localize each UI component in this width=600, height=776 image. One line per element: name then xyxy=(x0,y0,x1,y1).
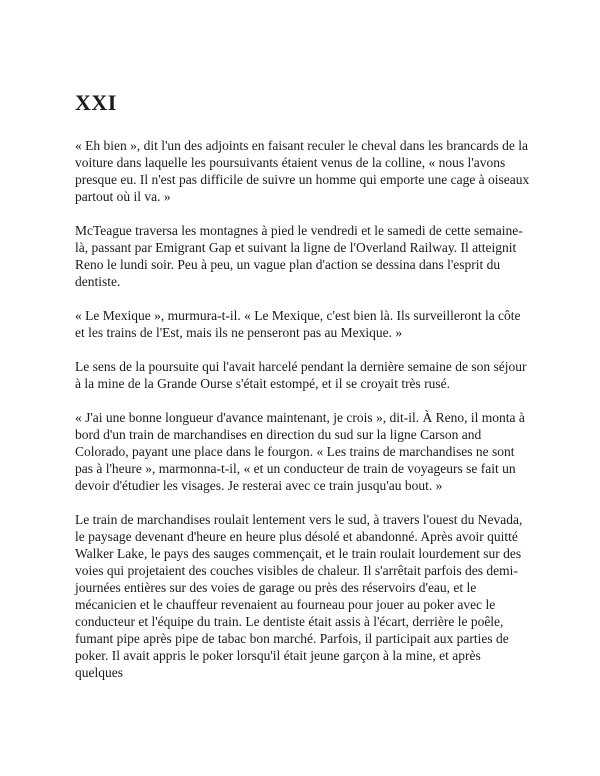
chapter-title: XXI xyxy=(75,90,117,115)
paragraph-4: Le sens de la poursuite qui l'avait harcelé pendant la dernière semaine de son séjour à la mine de la Grande Ourse s'était estompé, et il se croyait très rusé. xyxy=(75,359,527,391)
document-page xyxy=(75,90,530,698)
paragraph-5: « J'ai une bonne longueur d'avance maintenant, je crois », dit-il. À Reno, il monta à bord d'un train de marchandises en direction du sud sur la ligne Carson and Colorado, payant une place dans le fourgon. « Les trains de marchandises ne sont pas à l'heure », marmonna-t-il, « et un conducteur de train de voyageurs se fait un devoir d'étudier les visages. Je resterai avec ce train jusqu'au bout. » xyxy=(75,410,525,493)
paragraph-6: Le train de marchandises roulait lentement vers le sud, à travers l'ouest du Nevada, le paysage devenant d'heure en heure plus désolé et abandonné. Après avoir quitté Walker Lake, le pays des sauges commençait, et le train roulait lourdement sur des voies qui projetaient des couches visibles de chaleur. Il s'arrêtait parfois des demi-journées entières sur des voies de garage ou près des réservoirs d'eau, et le mécanicien et le chauffeur revenaient au fourneau pour jouer au poker avec le conducteur et l'équipe du train. Le dentiste était assis à l'écart, derrière le poêle, fumant pipe après pipe de tabac bon marché. Parfois, il participait aux parties de poker. Il avait appris le poker lorsqu'il était jeune garçon à la mine, et après quelques xyxy=(75,512,523,680)
paragraph-3: « Le Mexique », murmura-t-il. « Le Mexique, c'est bien là. Ils surveilleront la côte et les trains de l'Est, mais ils ne penseront pas au Mexique. » xyxy=(75,308,521,340)
paragraph-1: « Eh bien », dit l'un des adjoints en faisant reculer le cheval dans les brancards de la voiture dans laquelle les poursuivants étaient venus de la colline, « nous l'avons presque eu. Il n'est pas difficile de suivre un homme qui emporte une cage à oiseaux partout où il va. » xyxy=(75,138,530,204)
paragraph-2: McTeague traversa les montagnes à pied le vendredi et le samedi de cette semaine-là, passant par Emigrant Gap et suivant la ligne de l'Overland Railway. Il atteignit Reno le lundi soir. Peu à peu, un vague plan d'action se dessina dans l'esprit du dentiste. xyxy=(75,223,523,289)
